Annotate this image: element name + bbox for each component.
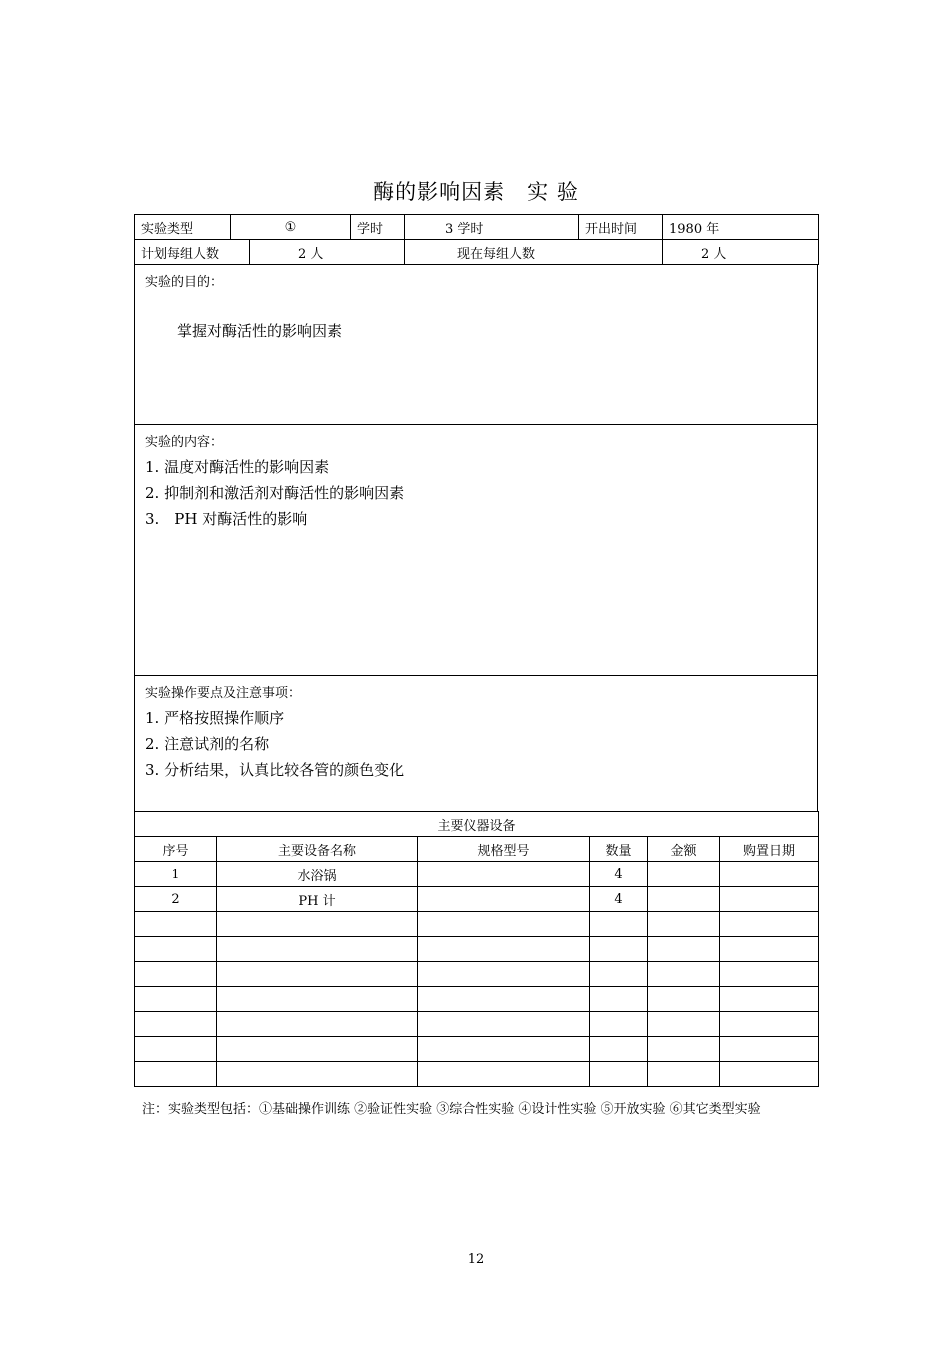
empty-row — [135, 1037, 819, 1062]
column-header: 主要设备名称 — [217, 837, 418, 862]
hours-label: 学时 — [351, 215, 405, 240]
table-cell — [720, 862, 819, 887]
table-cell: 4 — [590, 862, 648, 887]
page-title: 酶的影响因素 实 验 — [373, 180, 579, 204]
table-cell: PH 计 — [217, 887, 418, 912]
table-cell — [648, 887, 720, 912]
notes-item: 2. 注意试剂的名称 — [145, 735, 270, 753]
content-item: 1. 温度对酶活性的影响因素 — [145, 458, 330, 476]
table-cell — [648, 862, 720, 887]
table-cell: 4 — [590, 887, 648, 912]
content-item: 3. PH 对酶活性的影响 — [145, 510, 308, 528]
current-value: 2 人 — [663, 240, 819, 265]
table-cell: 2 — [135, 887, 217, 912]
table-cell: 1 — [135, 862, 217, 887]
table-cell — [418, 887, 590, 912]
notes-item: 1. 严格按照操作顺序 — [145, 709, 285, 727]
start-label: 开出时间 — [579, 215, 663, 240]
notes-section — [134, 676, 818, 812]
purpose-heading: 实验的目的： — [145, 275, 224, 290]
notes-item: 3. 分析结果，认真比较各管的颜色变化 — [145, 761, 405, 779]
empty-row — [135, 937, 819, 962]
experiment-header-table — [134, 214, 819, 265]
table-row — [135, 862, 819, 887]
equipment-title: 主要仪器设备 — [135, 812, 819, 837]
empty-row — [135, 962, 819, 987]
planned-value: 2 人 — [250, 240, 405, 265]
planned-label: 计划每组人数 — [135, 240, 250, 265]
empty-row — [135, 1062, 819, 1087]
start-value: 1980 年 — [663, 215, 819, 240]
equipment-header-row — [135, 837, 819, 862]
column-header: 序号 — [135, 837, 217, 862]
notes-heading: 实验操作要点及注意事项： — [145, 686, 302, 701]
table-row — [135, 887, 819, 912]
hours-value: 3 学时 — [405, 215, 579, 240]
type-value: ① — [231, 215, 351, 240]
table-cell — [720, 887, 819, 912]
column-header: 购置日期 — [720, 837, 819, 862]
purpose-section — [134, 265, 818, 425]
type-label: 实验类型 — [135, 215, 231, 240]
column-header: 数量 — [590, 837, 648, 862]
table-cell: 水浴锅 — [217, 862, 418, 887]
purpose-text: 掌握对酶活性的影响因素 — [177, 322, 343, 340]
footnote: 注：实验类型包括：①基础操作训练 ②验证性实验 ③综合性实验 ④设计性实验 ⑤开放实验 ⑥其它类型实验 — [142, 1102, 761, 1117]
column-header: 金额 — [648, 837, 720, 862]
empty-row — [135, 987, 819, 1012]
current-label: 现在每组人数 — [405, 240, 663, 265]
content-heading: 实验的内容： — [145, 435, 224, 450]
page-number: 12 — [467, 1252, 485, 1267]
content-section — [134, 425, 818, 676]
content-item: 2. 抑制剂和激活剂对酶活性的影响因素 — [145, 484, 405, 502]
column-header: 规格型号 — [418, 837, 590, 862]
empty-row — [135, 912, 819, 937]
table-cell — [418, 862, 590, 887]
empty-row — [135, 1012, 819, 1037]
equipment-table — [134, 811, 819, 1087]
